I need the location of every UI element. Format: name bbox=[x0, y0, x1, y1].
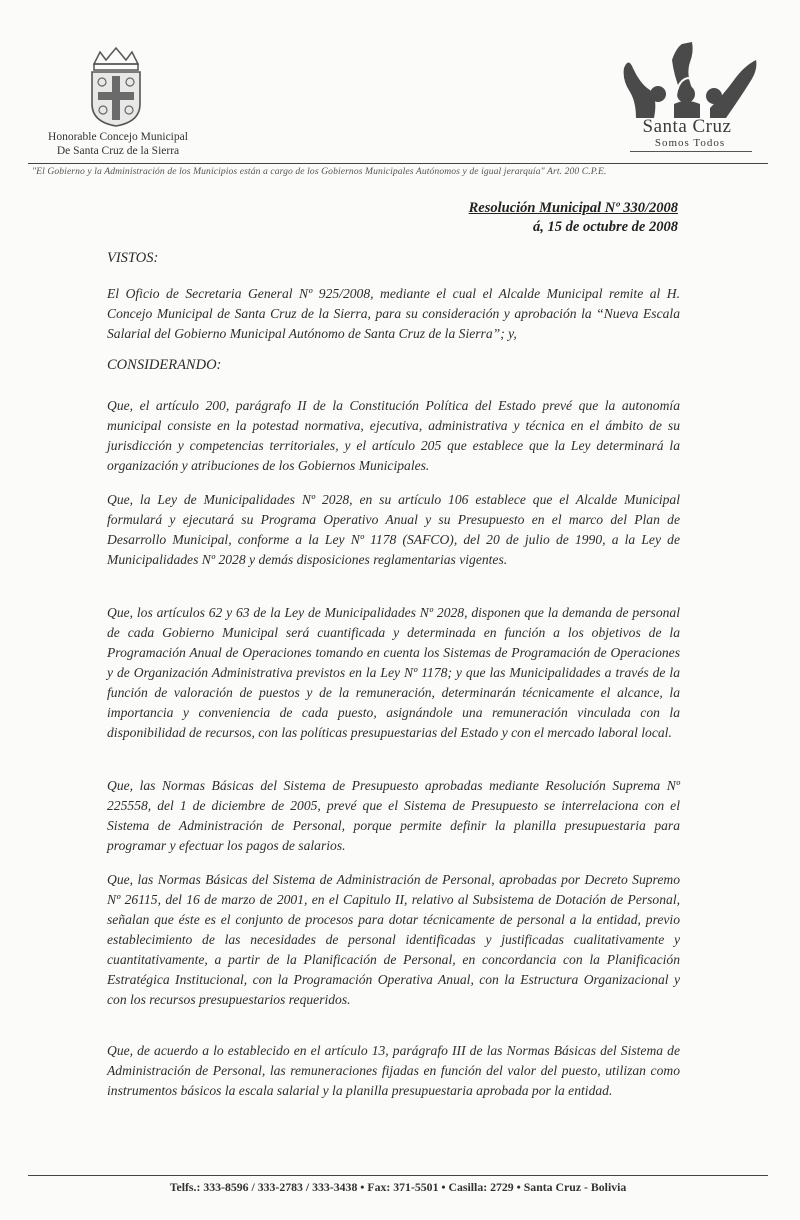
paragraph-considerando-4: Que, las Normas Básicas del Sistema de Presupuesto aprobadas mediante Resolución Suprema Nº 225558, del 1 de diciembre de 2005, prevé que el Sistema de Presupuesto se interrelaciona con el Sistema de Administración de Personal, porque permite definir la planilla presupuestaria para programar y efectuar los pagos de salarios. bbox=[107, 778, 680, 853]
paragraph-considerando-6: Que, de acuerdo a lo establecido en el artículo 13, parágrafo III de las Normas Básicas del Sistema de Administración de Personal, las remuneraciones fijadas en función del valor del puesto, utilizan como instrumentos básicos la escala salarial y la planilla presupuestaria aprobada por la entidad. bbox=[107, 1043, 680, 1098]
paragraph-considerando-2: Que, la Ley de Municipalidades Nº 2028, en su artículo 106 establece que el Alcalde Municipal formulará y ejecutará su Programa Operativo Anual y su Presupuesto en el marco del Plan de Desarrollo Municipal, conforme a la Ley Nº 1178 (SAFCO), del 20 de julio de 1990, a la Ley de Municipalidades Nº 2028 y demás disposiciones reglamentarias vigentes. bbox=[107, 492, 680, 567]
paragraph-vistos: El Oficio de Secretaria General Nº 925/2008, mediante el cual el Alcalde Municipal remite al H. Concejo Municipal de Santa Cruz de la Sierra, para su consideración y aprobación la “Nueva Escala Salarial del Gobierno Municipal Autónomo de Santa Cruz de la Sierra”; y, bbox=[107, 286, 680, 341]
resolution-title: Resolución Municipal Nº 330/2008 bbox=[468, 200, 678, 216]
resolution-date: á, 15 de octubre de 2008 bbox=[533, 219, 678, 235]
header-divider bbox=[28, 163, 768, 164]
brand-title: Santa Cruz bbox=[642, 116, 732, 137]
council-line-1: Honorable Concejo Municipal bbox=[48, 131, 188, 143]
santa-cruz-people-logo-icon bbox=[614, 38, 762, 120]
section-heading-considerando: CONSIDERANDO: bbox=[107, 357, 222, 373]
council-line-2: De Santa Cruz de la Sierra bbox=[56, 145, 180, 157]
footer-contact: Telfs.: 333-8596 / 333-2783 / 333-3438 • Fax: 371-5501 • Casilla: 2729 • Santa Cruz - Bolivia bbox=[169, 1180, 627, 1194]
footer-divider bbox=[28, 1175, 768, 1176]
coat-of-arms-icon bbox=[86, 46, 146, 128]
council-name bbox=[28, 130, 208, 158]
brand-underline bbox=[630, 151, 752, 152]
brand-subtitle: Somos Todos bbox=[654, 137, 726, 149]
section-heading-vistos: VISTOS: bbox=[107, 250, 159, 266]
paragraph-considerando-5: Que, las Normas Básicas del Sistema de Administración de Personal, aprobadas por Decreto Supremo Nº 26115, del 16 de marzo de 2001, en el Capitulo II, relativo al Subsistema de Dotación de Personal, señalan que éste es el conjunto de procesos para dotar técnicamente de personal a la entidad, previo establecimiento de las necesidades de personal identificadas y justificadas cualitativamente y cuantitativamente, a partir de la Planificación de Personal, en concordancia con la Planificación Estratégica Institucional, con la Programación Operativa Anual, con la Estructura Organizacional y con los recursos presupuestarios requeridos. bbox=[107, 872, 680, 1007]
paragraph-considerando-3: Que, los artículos 62 y 63 de la Ley de Municipalidades Nº 2028, disponen que la demanda de personal de cada Gobierno Municipal será cuantificada y determinada en función a los objetivos de la Programación Anual de Operaciones tomando en cuenta los Sistemas de Programación de Operaciones y de Organización Administrativa previstos en la Ley Nº 1178; y que las Municipalidades a través de la función de valoración de puestos y de la remuneración, determinarán técnicamente el alcance, la importancia y conveniencia de cada puesto, asignándole una remuneración vinculada con la disponibilidad de recursos, con las políticas presupuestarias del Estado y con el mercado laboral local. bbox=[107, 605, 680, 740]
header-motto: "El Gobierno y la Administración de los Municipios están a cargo de los Gobiernos Municipales Autónomos y de igual jerarquía" Art. 200 C.P.E. bbox=[32, 166, 607, 177]
paragraph-considerando-1: Que, el artículo 200, parágrafo II de la Constitución Política del Estado prevé que la autonomía municipal consiste en la potestad normativa, ejecutiva, administrativa y técnica en el ámbito de su jurisdicción y competencias territoriales, y el artículo 205 que establece que la Ley determinará la organización y atribuciones de los Gobiernos Municipales. bbox=[107, 398, 680, 473]
